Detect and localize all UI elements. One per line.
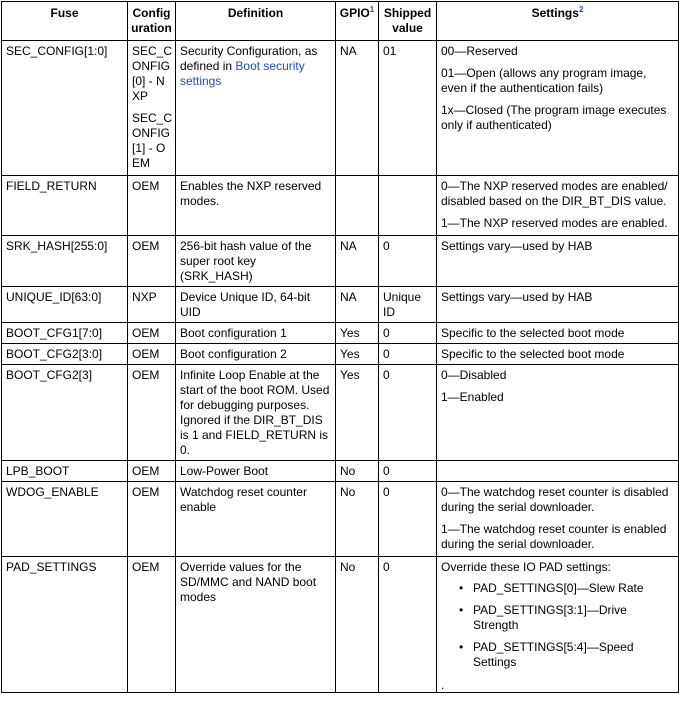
table-row bbox=[2, 287, 679, 323]
list-item-text: PAD_SETTINGS[0]—Slew Rate bbox=[473, 581, 644, 595]
config-cell: OEM bbox=[128, 461, 176, 482]
settings-cell: Specific to the selected boot mode bbox=[437, 323, 679, 344]
config-cell: OEM bbox=[128, 344, 176, 365]
list-item bbox=[459, 603, 675, 633]
fuse-cell: SRK_HASH[255:0] bbox=[2, 236, 128, 287]
config-part: SEC_CONFIG[0] - NXP bbox=[132, 44, 173, 103]
config-cell: OEM bbox=[128, 365, 176, 461]
config-cell: OEM bbox=[128, 176, 176, 236]
gpio-cell: Yes bbox=[336, 365, 379, 461]
fuse-cell: WDOG_ENABLE bbox=[2, 482, 128, 557]
shipped-cell: Unique ID bbox=[379, 287, 437, 323]
definition-cell: Watchdog reset counter enable bbox=[176, 482, 336, 557]
shipped-cell: 0 bbox=[379, 323, 437, 344]
gpio-cell: NA bbox=[336, 41, 379, 176]
definition-cell: 256-bit hash value of the super root key (SRK_HASH) bbox=[176, 236, 336, 287]
pad-settings-list bbox=[441, 581, 675, 670]
fuse-cell: SEC_CONFIG[1:0] bbox=[2, 41, 128, 176]
definition-cell: Boot configuration 1 bbox=[176, 323, 336, 344]
table-row bbox=[2, 461, 679, 482]
boot-security-settings-link[interactable]: Boot security settings bbox=[180, 59, 305, 88]
config-cell bbox=[128, 41, 176, 176]
bullet-icon: • bbox=[459, 581, 464, 595]
table-row bbox=[2, 176, 679, 236]
shipped-cell: 0 bbox=[379, 482, 437, 557]
settings-cell: Settings vary—used by HAB bbox=[437, 236, 679, 287]
shipped-cell: 0 bbox=[379, 344, 437, 365]
gpio-cell: No bbox=[336, 461, 379, 482]
shipped-cell bbox=[379, 176, 437, 236]
shipped-cell: 0 bbox=[379, 365, 437, 461]
list-item bbox=[459, 581, 675, 596]
header-gpio bbox=[336, 2, 379, 41]
definition-text: Security Configuration, as defined in bbox=[180, 44, 318, 73]
shipped-cell: 0 bbox=[379, 557, 437, 693]
definition-cell: Override values for the SD/MMC and NAND boot modes bbox=[176, 557, 336, 693]
settings-cell bbox=[437, 461, 679, 482]
settings-cell bbox=[437, 557, 679, 693]
config-cell: OEM bbox=[128, 482, 176, 557]
fuse-cell: PAD_SETTINGS bbox=[2, 557, 128, 693]
fuse-cell: BOOT_CFG1[7:0] bbox=[2, 323, 128, 344]
header-definition: Definition bbox=[176, 2, 336, 41]
settings-line: 1—Enabled bbox=[441, 390, 504, 404]
settings-cell bbox=[437, 41, 679, 176]
fuse-cell: BOOT_CFG2[3:0] bbox=[2, 344, 128, 365]
header-row bbox=[2, 2, 679, 41]
config-part: SEC_CONFIG[1] - OEM bbox=[132, 111, 173, 170]
settings-line: Override these IO PAD settings: bbox=[441, 560, 611, 574]
list-item-text: PAD_SETTINGS[3:1]—Drive Strength bbox=[473, 603, 627, 632]
gpio-cell: No bbox=[336, 482, 379, 557]
definition-cell: Enables the NXP reserved modes. bbox=[176, 176, 336, 236]
settings-line: 00—Reserved bbox=[441, 44, 518, 58]
header-settings-label: Settings bbox=[531, 6, 579, 20]
settings-cell bbox=[437, 482, 679, 557]
header-configuration: Configuration bbox=[128, 2, 176, 41]
settings-cell bbox=[437, 365, 679, 461]
fuse-cell: LPB_BOOT bbox=[2, 461, 128, 482]
definition-cell: Device Unique ID, 64-bit UID bbox=[176, 287, 336, 323]
list-item-text: PAD_SETTINGS[5:4]—Speed Settings bbox=[473, 640, 634, 669]
table-row bbox=[2, 236, 679, 287]
fuse-cell: BOOT_CFG2[3] bbox=[2, 365, 128, 461]
shipped-cell: 01 bbox=[379, 41, 437, 176]
settings-line: 1x—Closed (The program image executes only if authenticated) bbox=[441, 103, 667, 132]
bullet-icon: • bbox=[459, 640, 464, 654]
gpio-footnote-link[interactable]: 1 bbox=[369, 5, 375, 14]
settings-trailer: . bbox=[441, 678, 445, 692]
list-item bbox=[459, 640, 675, 670]
settings-line: 01—Open (allows any program image, even if the authentication fails) bbox=[441, 66, 647, 95]
shipped-cell: 0 bbox=[379, 461, 437, 482]
header-settings bbox=[437, 2, 679, 41]
fuse-cell: FIELD_RETURN bbox=[2, 176, 128, 236]
gpio-cell: Yes bbox=[336, 344, 379, 365]
settings-footnote-link[interactable]: 2 bbox=[578, 5, 584, 14]
bullet-icon: • bbox=[459, 603, 464, 617]
definition-cell: Boot configuration 2 bbox=[176, 344, 336, 365]
definition-cell: Low-Power Boot bbox=[176, 461, 336, 482]
fuse-cell: UNIQUE_ID[63:0] bbox=[2, 287, 128, 323]
settings-line: 1—The NXP reserved modes are enabled. bbox=[441, 216, 668, 230]
settings-cell: Settings vary—used by HAB bbox=[437, 287, 679, 323]
table-row bbox=[2, 344, 679, 365]
header-shipped-value: Shipped value bbox=[379, 2, 437, 41]
config-cell: OEM bbox=[128, 236, 176, 287]
config-cell: NXP bbox=[128, 287, 176, 323]
table-row bbox=[2, 323, 679, 344]
config-cell: OEM bbox=[128, 323, 176, 344]
gpio-cell: No bbox=[336, 557, 379, 693]
table-row bbox=[2, 557, 679, 693]
header-gpio-label: GPIO bbox=[339, 6, 370, 20]
settings-line: 0—The NXP reserved modes are enabled/ disabled based on the DIR_BT_DIS value. bbox=[441, 179, 668, 208]
shipped-cell: 0 bbox=[379, 236, 437, 287]
gpio-cell bbox=[336, 176, 379, 236]
settings-line: 1—The watchdog reset counter is enabled during the serial downloader. bbox=[441, 522, 667, 551]
table-row bbox=[2, 41, 679, 176]
settings-line: 0—The watchdog reset counter is disabled during the serial downloader. bbox=[441, 485, 669, 514]
settings-cell: Specific to the selected boot mode bbox=[437, 344, 679, 365]
table-row bbox=[2, 482, 679, 557]
fuse-table bbox=[1, 1, 679, 693]
definition-cell bbox=[176, 41, 336, 176]
gpio-cell: Yes bbox=[336, 323, 379, 344]
settings-cell bbox=[437, 176, 679, 236]
table-row bbox=[2, 365, 679, 461]
gpio-cell: NA bbox=[336, 287, 379, 323]
header-fuse: Fuse bbox=[2, 2, 128, 41]
config-cell: OEM bbox=[128, 557, 176, 693]
gpio-cell: NA bbox=[336, 236, 379, 287]
definition-cell: Infinite Loop Enable at the start of the boot ROM. Used for debugging purposes. Ignored if the DIR_BT_DIS is 1 and FIELD_RETURN is 0. bbox=[176, 365, 336, 461]
settings-line: 0—Disabled bbox=[441, 368, 507, 382]
